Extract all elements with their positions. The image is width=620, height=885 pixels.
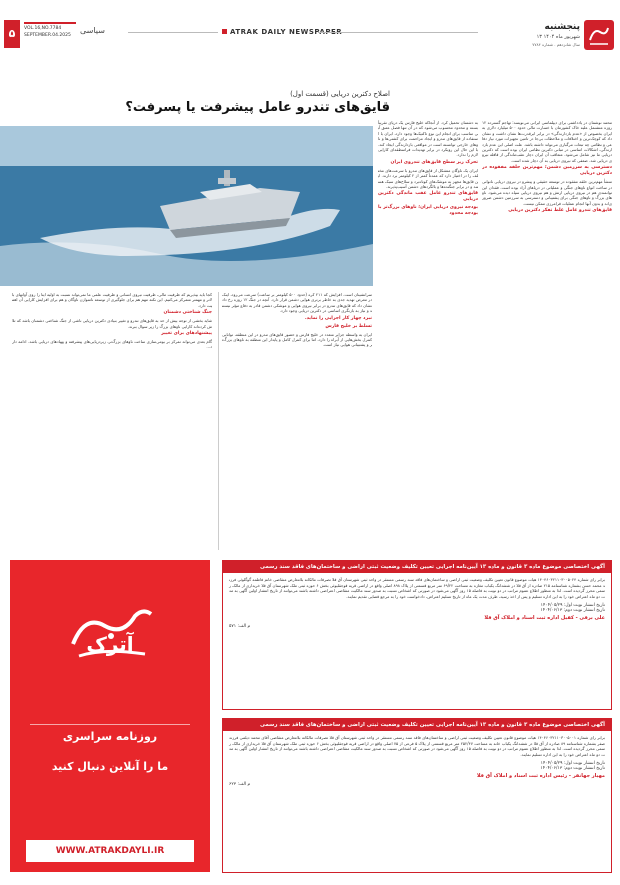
section-name: سیاسی — [80, 26, 105, 35]
column-3-text: سرانشینان است. افزایش که ۲۱۱ کره (حدود ۵۰۰ کیلومتر بر ساعت) سرعت می‌رود، اینک در معرض تهدید جدی به خاطر برتری هوایی دشمن قرار دارد. آنچه در جنگ ۱۲ روزه رخ داد نشان داد که قایق‌های تندرو در برابر نیروی هوایی و موشکی دشمن قادر به دفاع مؤثر نیستند و نیاز به بازنگری اساسی در دکترین دریایی وجود دارد. — [222, 292, 372, 314]
column-2-subhead: تحرک زیر سطح قایق‌های تندروی ایران — [390, 159, 478, 165]
column-1-text: محمد نوشمان در یادداشتی برای دیپلماسی ایرانی می‌نویسد: تهاجم گسترده ۱۲ روزه متشنمل علیه خاک کشورمان با خسارت مالی حدود ۵۰۰ میلیارد دلاری به ایران بخصوص از «عدم بازدارندگی» در برابر ابرقدرت‌ها نشان داشت و نشان داد که کوچک‌ترین و اختلافات و ملاحظات بی‌جا در تامین تجهیزات مورد نیاز دفاعی و نظامی چه تبعات مرگباری می‌تواند داشته باشد. علت اصلی این عدم بازدارندگی، اشکالات اساسی در مبانی دکترین نظامی ایران بوده است که دکترین دریایی ما نیز شامل می‌شود. متعاقب آن ایران دچار عقب‌ماندگی از قافله نیروی دریایی شد. ضعفی که نیروی دریایی به آن دچار شده است. — [482, 120, 612, 163]
article-kicker: اصلاح دکترین دریایی (قسمت اول) — [290, 90, 390, 98]
legal-notice-1 — [222, 560, 612, 710]
volume-info — [24, 22, 76, 39]
paper-name: ATRAK DAILY NEWSPAPER — [222, 28, 342, 36]
article-title: قایق‌های تندرو عامل پیشرفت یا پسرفت؟ — [125, 100, 390, 115]
notice-2-signature: مهیار جهانفر - رئیس اداره ثبت اسناد و املاک آق قلا — [476, 773, 605, 780]
column-2-text-2: ایران یک ناوگان متشکل از قایق‌های تندرو با سرعت‌های مختلف را در اختیار دارد که عمدتاً کمتر از ۲ کیلومتر برد دارند. این قایق‌ها مجهز به موشک‌های کوتاه‌برد و سلاح‌های سبک هستند و در برابر جنگنده‌ها و بالگردهای دشمن آسیب‌پذیرند. — [378, 167, 478, 190]
page-number: ۵ — [4, 20, 20, 48]
column-3-text-2: ایران به واسطه جزایر متعدد در خلیج فارس و حضور قایق‌های تندرو در این منطقه، توانایی کنترل بخش‌هایی از آبراه را دارد، اما برای کنترل کامل و پایدار این منطقه به ناوهای بزرگ‌تر و پشتیبانی هوایی نیاز است. — [222, 331, 372, 348]
article-column-2 — [378, 120, 478, 550]
notice-2-date-1: تاریخ انتشار نوبت اول: ۱۴۰۴/۰۵/۲۹ — [540, 761, 605, 767]
notice-2-reference: م الف: ۶۲۳ — [229, 782, 251, 788]
column-4-subhead-2: پیشنهادهای برای تغییر — [161, 331, 212, 337]
masthead-day: پنجشنبه — [544, 22, 580, 32]
masthead-date: ۱۳ شهریور ماه ۱۴۰۴ — [536, 34, 580, 40]
notice-1-body: برابر رای شماره ۱۴۰۴۶۰۳۲۱۱۰۳۰۰۵۰۲۴ هیات موضوع قانون تعیین تکلیف وضعیت ثبتی اراضی و ساختمان‌های فاقد سند رسمی مستقر در واحد ثبتی شهرستان آق قلا تصرفات مالکانه بلامعارض متقاضی خانم فاطمه گوگلوئی فرزند محمد حسن بشماره شناسنامه ۲۱۵ صادره از آق قلا در ششدانگ یکباب مغازه به مساحت ۶۹/۲۲ متر مربع قسمتی از پلاک ۸۹۸ اصلی واقع در اراضی قریه قوجقلیوئی بخش ۶ حوزه ثبتی ملک شهرستان آق قلا خریداری از مالک رسمی محرز گردیده است. لذا به منظور اطلاع عموم مراتب در دو نوبت به فاصله ۱۵ روز آگهی می‌شود در صورتی که اشخاص نسبت به صدور سند مالکیت متقاضی اعتراضی داشته باشند می‌توانند از تاریخ انتشار اولین آگهی به مدت دو ماه اعتراض خود را به این اداره تسلیم و پس از اخذ رسید، ظرف مدت یک ماه از تاریخ تسلیم اعتراض، دادخواست خود را به مرجع قضایی تقدیم نمایند. — [229, 577, 606, 599]
ad-call-to-action: ما را آنلاین دنبال کنید — [51, 760, 169, 773]
logo-icon — [584, 20, 614, 50]
notice-1-heading: آگهی اختصاصی موضوع ماده ۳ قانون و ماده ۱۳ آیین‌نامه اجرایی تعیین تکلیف وضعیت ثبتی اراضی و ساختمان‌های فاقد سند رسمی — [223, 561, 611, 573]
newspaper-ad — [10, 560, 210, 872]
fast-boat-illustration — [0, 126, 373, 286]
article-column-1 — [482, 120, 612, 550]
notice-2-heading: آگهی اختصاصی موضوع ماده ۳ قانون و ماده ۱۳ آیین‌نامه اجرایی تعیین تکلیف وضعیت ثبتی اراضی و ساختمان‌های فاقد سند رسمی — [223, 719, 611, 731]
column-4-subhead: جنگ شناختی دشمنان — [163, 310, 212, 316]
column-1-subhead-2: قایق‌های تندرو عامل غلط تفکر دکترین دریایی — [508, 208, 612, 214]
notice-2-body: برابر رای شماره ۱۴۰۴۶۰۳۲۱۱۰۳۰۰۵۰۰۱ هیات موضوع قانون تعیین تکلیف وضعیت ثبتی اراضی و ساختمان‌های فاقد سند رسمی مستقر در واحد ثبتی شهرستان آق قلا تصرفات مالکانه بلامعارض متقاضی آقای محمد دیلمی فرزند صفر بشماره شناسنامه ۸۹ صادره از آق قلا در ششدانگ یکباب خانه به مساحت ۲۵۲/۴۷ متر مربع قسمتی از پلاک ۵ فرعی از ۷۵ اصلی واقع در اراضی قریه قوجقلیوئی بخش ۶ حوزه ثبتی ملک شهرستان آق قلا خریداری از مالک رسمی محرز گردیده است. لذا به منظور اطلاع عموم مراتب در دو نوبت به فاصله ۱۵ روز آگهی می‌شود در صورتی که اشخاص نسبت به صدور سند مالکیت متقاضی اعتراضی داشته باشند می‌توانند از تاریخ انتشار اولین آگهی به مدت دو ماه اعتراض خود را به این اداره تسلیم نمایند. — [229, 735, 606, 757]
article-photo — [0, 126, 373, 286]
legal-notice-2 — [222, 718, 612, 873]
page-header — [0, 20, 620, 58]
notice-2-date-2: تاریخ انتشار نوبت دوم: ۱۴۰۴/۰۶/۱۳ — [540, 766, 605, 772]
notice-1-reference: م الف: ۵۷۱ — [229, 624, 251, 630]
column-divider — [218, 292, 219, 550]
volume-line: VOL.16,NO.7784 — [24, 26, 62, 31]
date-line: SEPTEMBER.04.2025 — [24, 33, 71, 38]
notice-1-date-1: تاریخ انتشار نوبت اول: ۱۴۰۴/۰۵/۲۹ — [540, 603, 605, 609]
column-4-text: کجا باید بپذیریم که ظرفیت مالی، ظرفیت نیروی انسانی و ظرفیت علمی ما نمی‌تواند نسبت به اولیه ایتا را روی آوانهای بالاتر و مهمتر متمرکز می‌کنیم. این نکته مهم هم برای جلوگیری از توسعه نامتوازن ناوگان و هم برای افزایش کارایی آن اهمیت دارد. — [12, 292, 212, 308]
column-1-text-2: منشأ مهم‌ترین حلقه مفقوده در توسعه حقیقی و پیشرو در نیروی دریایی ناتوانی در ساخت انواع ناوهای جنگی و عملیاتی در دریاهای آزاد بوده است. فقدان این توانمندی هم در نیروی دریایی ارتش و هم نیروی دریایی سپاه دیده می‌شود. ناوهای بزرگ و ناوهای جنگی برای پشتیبانی و دسترسی به سرزمین دشمن ضروری‌اند و بدون آنها انجام عملیات فرامرزی ممکن نیست. — [482, 179, 612, 206]
column-4-text-2: شاید بخشی از توجه بیش از حد به قایق‌های تندرو و تغییر بنیادی دکترین دریایی ناشی از جنگ شناختی دشمنان باشد که تلاش کرده‌اند کارایی ناوهای بزرگ را زیر سوال ببرند. — [12, 318, 212, 329]
ad-brand: آترک — [86, 632, 134, 656]
ad-rule — [30, 724, 190, 725]
column-2-subhead-2: قایق‌های تندرو عامل عقب ماندگی دکترین دریایی — [378, 191, 478, 203]
article-column-4 — [12, 292, 212, 550]
masthead-sub: سال شانزدهم . شماره ۷۷۸۴ — [532, 42, 580, 47]
ad-subtitle: روزنامه سراسری — [62, 730, 158, 743]
column-2-text: به دشمنان تحمیل کرد. از آنجاکه خلیج فارس یک دریای تقریباً بسته و محدود محسوب می‌شود که در آن تنها فصل عمق آبی مناسب برای انجام این نوع تاکتیک‌ها وجود دارد، ایران با استفاده از قایق‌های تندرو و ایجاد مزاحمت برای کشتی‌ها و ناوهای خارجی توانسته است در مواقعی بازدارندگی ایجاد کند. با این حال این رویکرد در برابر تهدیدات فرامنطقه‌ای کارایی لازم را ندارد. — [378, 120, 478, 158]
column-1-subhead: دسترسی به سرزمین دشمن؛ مهم‌ترین حلقه مفقوده در دکترین دریایی — [482, 165, 612, 177]
header-rule-left — [128, 32, 218, 33]
masthead-logo — [476, 20, 614, 54]
ad-website-link[interactable]: WWW.ATRAKDAYLI.IR — [26, 840, 194, 862]
notice-1-date-2: تاریخ انتشار نوبت دوم: ۱۴۰۴/۰۶/۱۳ — [540, 608, 605, 614]
column-3-subhead: نبرد چهار کار اجرایی را نماید. — [304, 315, 372, 321]
header-rule-right — [318, 32, 478, 33]
column-4-text-3: گام بعدی می‌تواند تمرکز بر بومی‌سازی ساخت ناوهای بزرگ‌تر، زیردریایی‌های پیشرفته و پهپادهای دریایی باشد. ادامه دارد... — [12, 339, 212, 350]
column-3-subhead-2: تسلط بر خلیج فارس — [325, 323, 372, 329]
article-column-3 — [222, 292, 372, 550]
column-2-subhead-3: بودجه نیروی دریایی ایران؛ ناوهای بزرگ‌تر با بودجه محدود — [378, 205, 478, 217]
notice-1-signature: علی برقی - کفیل اداره ثبت اسناد و املاک آق قلا — [484, 615, 605, 622]
